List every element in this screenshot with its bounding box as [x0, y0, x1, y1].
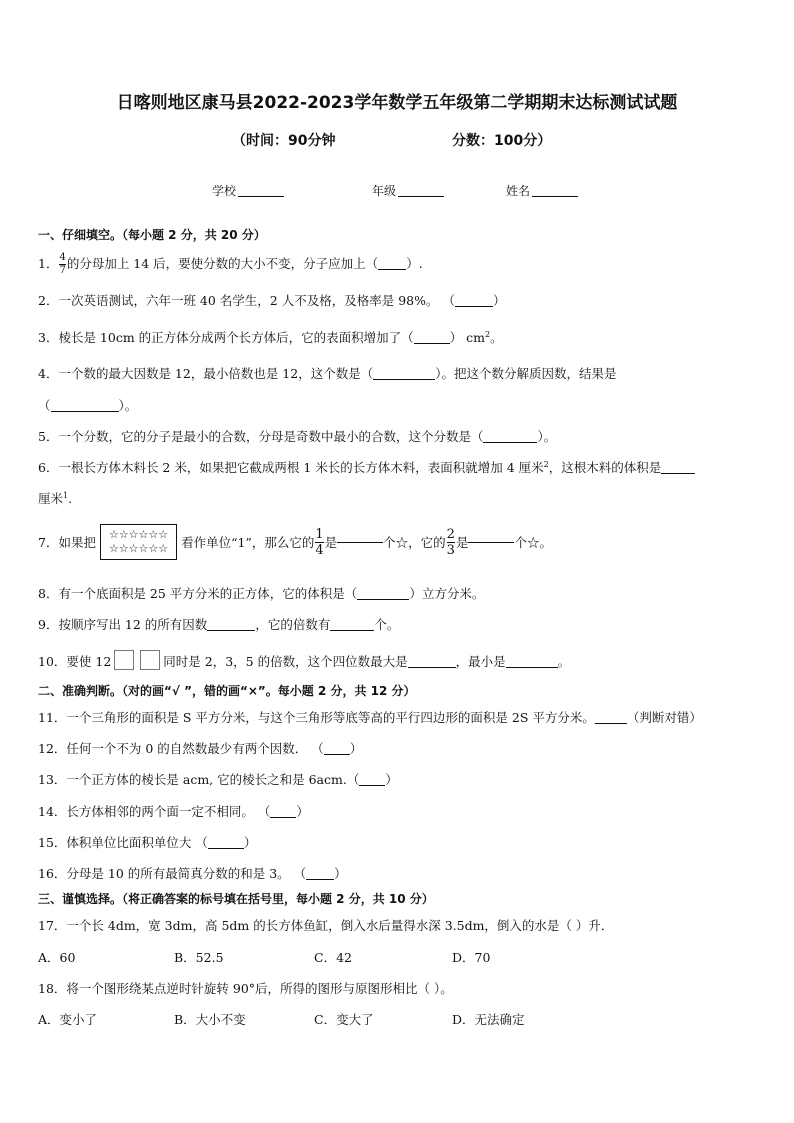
name-blank [532, 196, 578, 197]
question-4: 4．一个数的最大因数是 12，最小倍数也是 12，这个数是（ ）。把这个数分解质因数，结果是 [38, 366, 617, 381]
question-6: 6．一根长方体木料长 2 米，如果把它截成两根 1 米长的长方体木料，表面积就增加 4 厘米$^2$，这根木料的体积是 [38, 458, 695, 476]
fraction: $\frac{4}{7}$ [59, 252, 66, 276]
answer-blank [207, 630, 255, 631]
q17-option-c: C．42 [314, 950, 352, 965]
school-blank [238, 196, 284, 197]
q18-option-d: D．无法确定 [452, 1012, 525, 1027]
question-11: 11．一个三角形的面积是 S 平方分米，与这个三角形等底等高的平行四边形的面积是 2S 平方分米。 （判断对错） [38, 710, 702, 725]
question-14: 14．长方体相邻的两个面一定不相同。 （ ） [38, 804, 309, 819]
answer-blank [468, 542, 514, 543]
question-8: 8．有一个底面积是 25 平方分米的正方体，它的体积是（ ）立方分米。 [38, 586, 485, 601]
q17-option-d: D．70 [452, 950, 491, 965]
question-18: 18．将一个图形绕某点逆时针旋转 90°后，所得的图形与原图形相比（ ）。 [38, 981, 453, 996]
answer-blank [51, 411, 119, 412]
grade-field: 年级 [372, 182, 444, 199]
section-3-heading: 三、谨慎选择。（将正确答案的标号填在括号里，每小题 2 分，共 10 分） [38, 892, 434, 906]
answer-blank [483, 442, 537, 443]
question-6-line-2: 厘米$^1$. [38, 490, 73, 506]
answer-blank [373, 379, 435, 380]
question-13: 13．一个正方体的棱长是 acm, 它的棱长之和是 6acm.（ ） [38, 772, 398, 787]
question-7: 7．如果把 ☆☆☆☆☆☆ ☆☆☆☆☆☆ 看作单位“1”，那么它的 $\frac{1}{4}$ 是 个☆，它的 $\frac{2}{3}$ 是 个☆。 [38, 524, 552, 560]
question-1: 1． $\frac{4}{7}$ 的分母加上 14 后，要使分数的大小不变，分子应加上（ ）. [38, 252, 423, 276]
page-title: 日喀则地区康马县2022-2023学年数学五年级第二学期期末达标测试试题 [116, 93, 678, 113]
question-3: 3．棱长是 10cm 的正方体分成两个长方体后，它的表面积增加了（ ） $cm^2$。 [38, 329, 503, 345]
question-10: 10．要使 12 同时是 2，3，5 的倍数，这个四位数最大是 ，最小是 。 [38, 650, 570, 670]
exam-score: 分数：100分） [452, 133, 552, 149]
q18-option-a: A．变小了 [38, 1012, 98, 1027]
question-2: 2．一次英语测试，六年一班 40 名学生，2 人不及格，及格率是 98%。 （ ） [38, 293, 506, 308]
answer-blank [414, 343, 450, 344]
answer-blank [330, 630, 374, 631]
digit-box [114, 650, 134, 670]
q17-option-b: B．52.5 [174, 950, 224, 965]
q17-option-a: A．60 [38, 950, 76, 965]
digit-box [140, 650, 160, 670]
answer-blank [378, 269, 406, 270]
answer-blank [324, 754, 350, 755]
answer-blank [357, 599, 409, 600]
answer-blank [408, 667, 456, 668]
answer-blank [359, 785, 385, 786]
question-9: 9．按顺序写出 12 的所有因数 ，它的倍数有 个。 [38, 617, 400, 632]
answer-blank [506, 667, 558, 668]
exam-time: （时间：90分钟 [232, 133, 336, 149]
question-15: 15．体积单位比面积单位大 （ ） [38, 835, 257, 850]
question-5: 5．一个分数，它的分子是最小的合数，分母是奇数中最小的合数，这个分数是（ ）。 [38, 429, 557, 444]
answer-blank [595, 723, 627, 724]
grade-blank [398, 196, 444, 197]
question-16: 16．分母是 10 的所有最简真分数的和是 3。 （ ） [38, 866, 347, 881]
answer-blank [455, 306, 493, 307]
section-2-heading: 二、准确判断。（对的画“√ ”，错的画“×”。每小题 2 分，共 12 分） [38, 684, 416, 698]
answer-blank [661, 473, 695, 474]
question-17: 17．一个长 4dm，宽 3dm，高 5dm 的长方体鱼缸，倒入水后量得水深 3.5dm，倒入的水是（ ）升． [38, 918, 614, 933]
answer-blank [208, 848, 244, 849]
question-12: 12．任何一个不为 0 的自然数最少有两个因数． （ ） [38, 741, 363, 756]
q18-option-b: B．大小不变 [174, 1012, 246, 1027]
fraction: $\frac{1}{4}$ [315, 526, 324, 558]
school-field: 学校 [212, 182, 284, 199]
answer-blank [306, 879, 334, 880]
answer-blank [337, 542, 383, 543]
answer-blank [270, 817, 296, 818]
name-field: 姓名 [506, 182, 578, 199]
fraction: $\frac{2}{3}$ [446, 526, 455, 558]
question-4-line-2: （ ）。 [38, 398, 138, 413]
star-box: ☆☆☆☆☆☆ ☆☆☆☆☆☆ [100, 524, 177, 560]
section-1-heading: 一、仔细填空。（每小题 2 分，共 20 分） [38, 228, 266, 242]
q18-option-c: C．变大了 [314, 1012, 374, 1027]
